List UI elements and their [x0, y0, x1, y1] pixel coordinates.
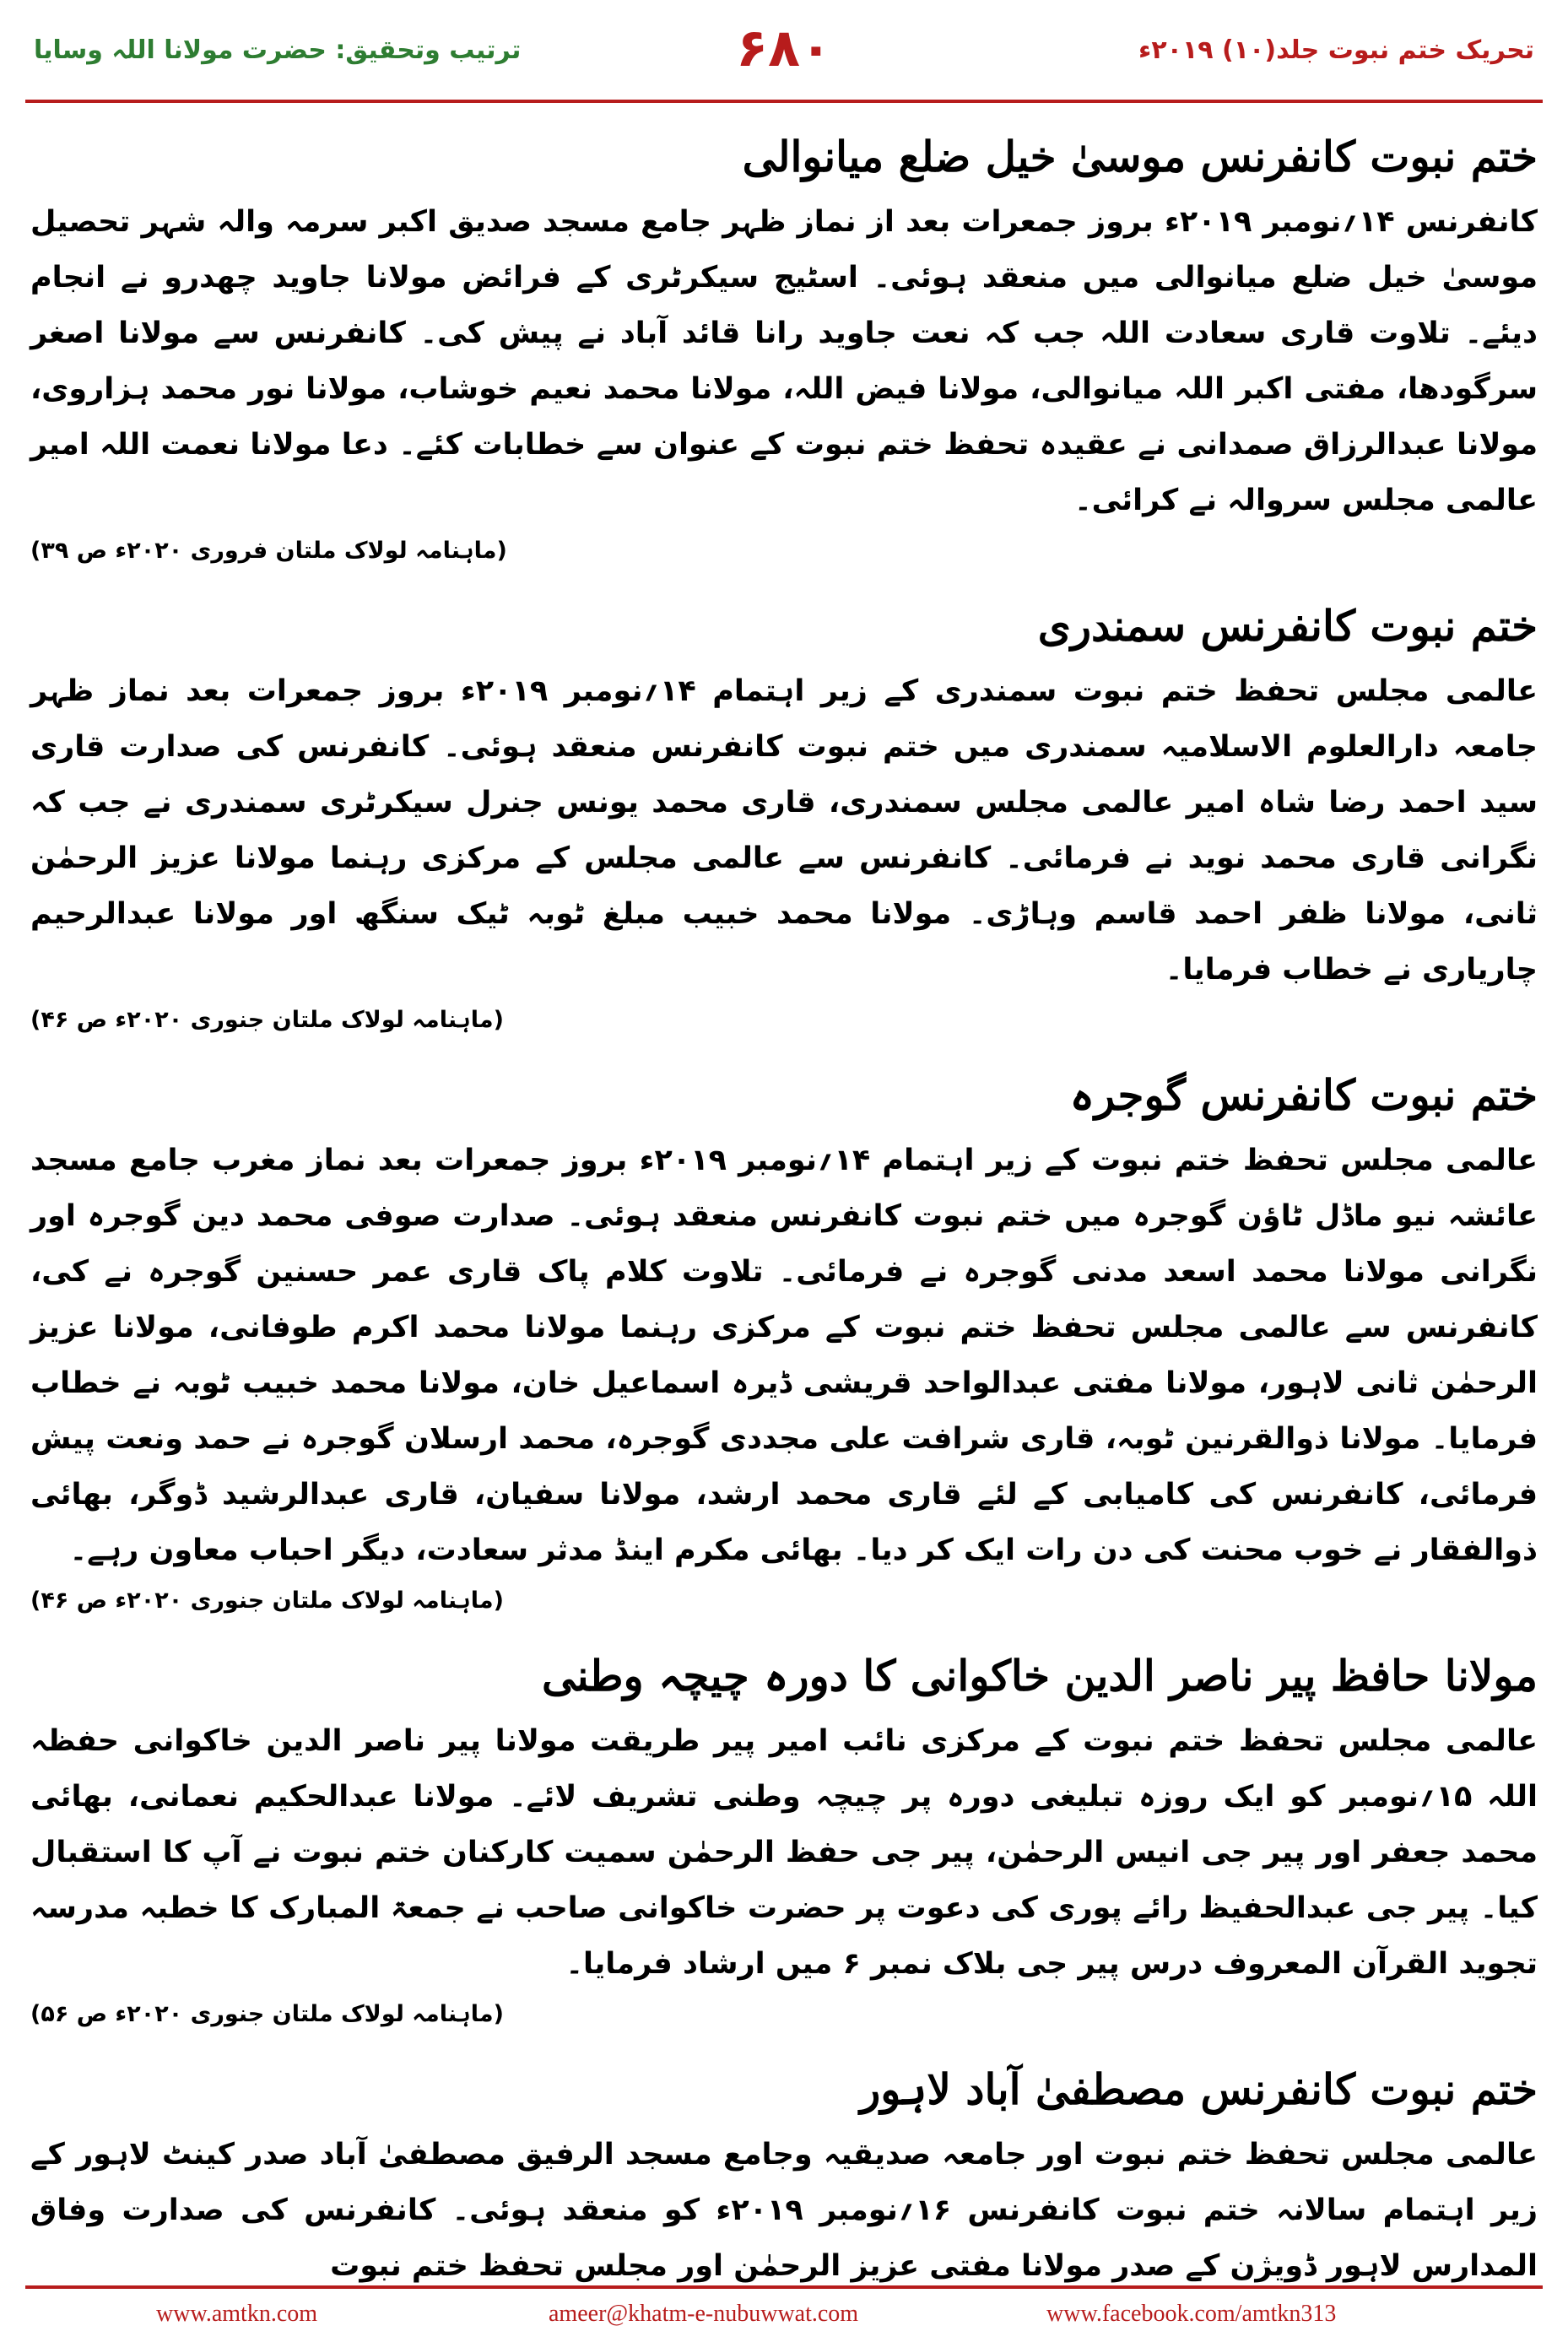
section-source: [30, 998, 1538, 1043]
section-title: مولانا حافظ پیر ناصر الدین خاکوانی کا دورہ چیچہ وطنی: [541, 1651, 1538, 1701]
footer-email-link[interactable]: ameer@khatm-e-nubuwwat.com: [549, 2301, 859, 2327]
section-paragraph: کانفرنس ۱۴؍نومبر ۲۰۱۹ء بروز جمعرات بعد از نماز ظہر جامع مسجد صدیق اکبر سرمہ والہ شہر تحصیل موسیٰ خیل ضلع میانوالی میں منعقد ہوئی۔ اسٹیج سیکرٹری کے فرائض مولانا جاوید چھدرو نے انجام دیئے۔ تلاوت قاری سعادت اللہ جب کہ نعت جاوید رانا قائد آباد نے پیش کی۔ کانفرنس سے مولانا اصغر سرگودھا، مفتی اکبر اللہ میانوالی، مولانا فیض اللہ، مولانا محمد نعیم خوشاب، مولانا نور محمد ہزاروی، مولانا عبدالرزاق صمدانی نے عقیدہ تحفظ ختم نبوت کے عنوان سے خطابات کئے۔ دعا مولانا نعمت اللہ امیر عالمی مجلس سروالہ نے کرائی۔: [30, 205, 1538, 517]
footer-facebook-link[interactable]: www.facebook.com/amtkn313: [1046, 2301, 1337, 2327]
page-footer: [0, 2297, 1568, 2334]
section-paragraph: عالمی مجلس تحفظ ختم نبوت اور جامعہ صدیقیہ وجامع مسجد الرفیق مصطفیٰ آباد صدر کینٹ لاہور کے زیر اہتمام سالانہ ختم نبوت کانفرنس ۱۶؍نومبر ۲۰۱۹ء کو منعقد ہوئی۔ کانفرنس کی صدارت وفاق المدارس لاہور ڈویژن کے صدر مولانا مفتی عزیز الرحمٰن اور مجلس تحفظ ختم نبوت: [30, 2138, 1538, 2283]
section-title: ختم نبوت کانفرنس مصطفیٰ آباد لاہور: [860, 2064, 1538, 2114]
section-musa-khel: [30, 127, 1538, 574]
section-source: [30, 528, 1538, 574]
section-chichawatni: [30, 1646, 1538, 2037]
section-source: [30, 1992, 1538, 2037]
source-citation: (ماہنامہ لولاک ملتان جنوری ۲۰۲۰ء ص ۴۶): [30, 1007, 504, 1033]
section-source: [30, 1578, 1538, 1624]
source-citation: (ماہنامہ لولاک ملتان جنوری ۲۰۲۰ء ص ۴۶): [30, 1587, 504, 1614]
section-paragraph: عالمی مجلس تحفظ ختم نبوت سمندری کے زیر اہتمام ۱۴؍نومبر ۲۰۱۹ء بروز جمعرات بعد نماز ظہر جامعہ دارالعلوم الاسلامیہ سمندری میں ختم نبوت کانفرنس منعقد ہوئی۔ کانفرنس کی صدارت قاری سید احمد رضا شاہ امیر عالمی مجلس سمندری، قاری محمد یونس جنرل سیکرٹری سمندری نے جب کہ نگرانی قاری محمد نوید نے فرمائی۔ کانفرنس سے عالمی مجلس کے مرکزی رہنما مولانا عزیز الرحمٰن ثانی، مولانا ظفر احمد قاسم وہاڑی۔ مولانا محمد خبیب مبلغ ٹوبہ ٹیک سنگھ اور مولانا عبدالرحیم چاریاری نے خطاب فرمایا۔: [30, 674, 1538, 987]
header-book-title: تحریک ختم نبوت جلد(۱۰) ۲۰۱۹ء: [1138, 35, 1534, 65]
section-title: ختم نبوت کانفرنس سمندری: [1037, 601, 1538, 651]
footer-divider: [25, 2285, 1543, 2289]
page-header: [0, 0, 1568, 101]
source-citation: (ماہنامہ لولاک ملتان فروری ۲۰۲۰ء ص ۳۹): [30, 538, 507, 564]
article-body: [30, 127, 1538, 2294]
section-mustafa-abad: [30, 2059, 1538, 2294]
source-citation: (ماہنامہ لولاک ملتان جنوری ۲۰۲۰ء ص ۵۶): [30, 2001, 504, 2027]
section-samundri: [30, 596, 1538, 1043]
header-compiler-credit: ترتیب وتحقیق: حضرت مولانا اللہ وسایا: [34, 35, 522, 65]
section-paragraph: عالمی مجلس تحفظ ختم نبوت کے مرکزی نائب امیر پیر طریقت مولانا پیر ناصر الدین خاکوانی حفظہ اللہ ۱۵؍نومبر کو ایک روزہ تبلیغی دورہ پر چیچہ وطنی تشریف لائے۔ مولانا عبدالحکیم نعمانی، بھائی محمد جعفر اور پیر جی انیس الرحمٰن، پیر جی حفظ الرحمٰن سمیت کارکنان ختم نبوت نے آپ کا استقبال کیا۔ پیر جی عبدالحفیظ رائے پوری کی دعوت پر حضرت خاکوانی صاحب نے جمعۃ المبارک کا خطبہ مدرسہ تجوید القرآن المعروف درس پیر جی بلاک نمبر ۶ میں ارشاد فرمایا۔: [30, 1724, 1538, 1981]
section-paragraph: عالمی مجلس تحفظ ختم نبوت کے زیر اہتمام ۱۴؍نومبر ۲۰۱۹ء بروز جمعرات بعد نماز مغرب جامع مسجد عائشہ نیو ماڈل ٹاؤن گوجرہ میں ختم نبوت کانفرنس منعقد ہوئی۔ صدارت صوفی محمد دین گوجرہ اور نگرانی مولانا محمد اسعد مدنی گوجرہ نے فرمائی۔ تلاوت کلام پاک قاری عمر حسنین گوجرہ نے کی، کانفرنس سے عالمی مجلس تحفظ ختم نبوت کے مرکزی رہنما مولانا محمد اکرم طوفانی، مولانا عزیز الرحمٰن ثانی لاہور، مولانا مفتی عبدالواحد قریشی ڈیرہ اسماعیل خان، مولانا محمد خبیب ٹوبہ نے خطاب فرمایا۔ مولانا ذوالقرنین ٹوبہ، قاری شرافت علی مجددی گوجرہ، محمد ارسلان گوجرہ نے حمد ونعت پیش فرمائی، کانفرنس کی کامیابی کے لئے قاری محمد ارشد، مولانا سفیان، قاری عبدالرشید ڈوگر، بھائی ذوالفقار نے خوب محنت کی دن رات ایک کر دیا۔ بھائی مکرم اینڈ مدثر سعادت، دیگر احباب معاون رہے۔: [30, 1144, 1538, 1567]
section-title: ختم نبوت کانفرنس گوجرہ: [1069, 1070, 1538, 1120]
footer-website-link[interactable]: www.amtkn.com: [156, 2301, 318, 2327]
header-divider: [25, 100, 1543, 103]
section-title: ختم نبوت کانفرنس موسیٰ خیل ضلع میانوالی: [742, 132, 1538, 181]
page-number: ۶۸۰: [736, 17, 832, 78]
section-gojra: [30, 1065, 1538, 1624]
